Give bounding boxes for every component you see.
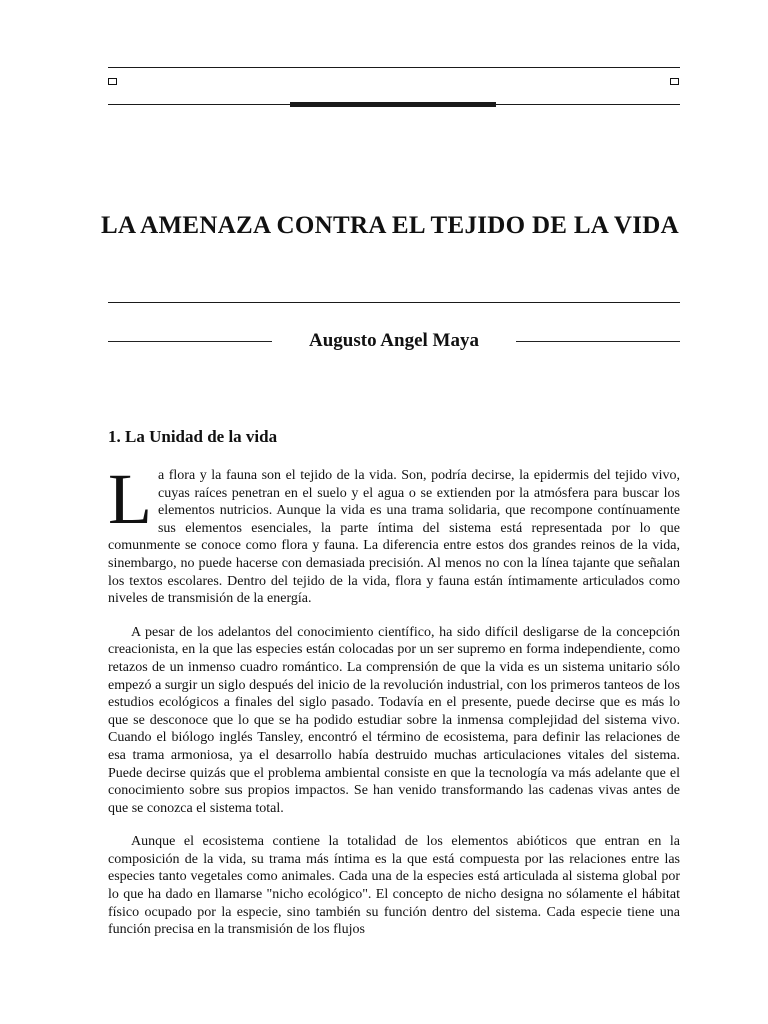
paragraph-2: A pesar de los adelantos del conocimiento científico, ha sido difícil desligarse de la concepción creacionista, en la que las especies están colocadas por un ser supremo en forma independiente, como retazos de un inmenso cuadro romántico. La comprensión de que la vida es un sistema unitario sólo empezó a surgir un siglo después del inicio de la revolución industrial, con los primeros tanteos de los estudios ecológicos a finales del siglo pasado. Todavía en el presente, puede decirse que es más lo que se desconoce que lo que se ha podido estudiar sobre la inmensa complejidad del sistema vivo. Cuando el biólogo inglés Tansley, encontró el término de ecosistema, para definir las relaciones de esa trama armoniosa, ya el desarrollo había destruido muchas articulaciones vitales del sistema. Puede decirse quizás que el problema ambiental consiste en que la tecnología va más adelante que el conocimiento sobre sus propios impactos. Se han venido transformando las cadenas vivas antes de que se conozca el sistema total. xyxy=(108,624,680,816)
author-left-line xyxy=(108,341,272,342)
title-divider xyxy=(108,302,680,303)
header-thick-bar xyxy=(290,102,496,107)
section-heading: 1. La Unidad de la vida xyxy=(108,427,278,446)
article-body xyxy=(108,459,680,955)
author-row xyxy=(108,326,680,356)
paragraph-1 xyxy=(108,459,680,608)
hollow-square-icon xyxy=(670,78,679,85)
article-title: LA AMENAZA CONTRA EL TEJIDO DE LA VIDA xyxy=(101,212,679,239)
paragraph-1-text: a flora y la fauna son el tejido de la vida. Son, podría decirse, la epidermis del tejido vivo, cuyas raíces penetran en el suelo y el agua o se extienden por la atmósfera para buscar los elementos nutricios. Aunque la vida es una trama solidaria, que recompone contínuamente sus elementos esenciales, la parte íntima del sistema está representada por lo que comunmente se conoce como flora y fauna. La diferencia entre estos dos grandes reinos de la vida, sinembargo, no puede hacerse con demasiada precisión. Al menos no con la línea tajante que señalan los textos escolares. Dentro del tejido de la vida, flora y fauna están íntimamente articulados como niveles de transmisión de la energía. xyxy=(108,468,680,607)
author-right-line xyxy=(516,341,680,342)
paragraph-3: Aunque el ecosistema contiene la totalidad de los elementos abióticos que entran en la composición de la vida, su trama más íntima es la que está compuesta por las relaciones entre las especies tanto vegetales como animales. Cada una de la especies está articulada al sistema global por lo que ha dado en llamarse "nicho ecológico". El concepto de nicho designa no sólamente el hábitat físico ocupado por la especie, sino también su función dentro del sistema. Cada especie tiene una función precisa en la transmisión de los flujos xyxy=(108,834,680,938)
author-name: Augusto Angel Maya xyxy=(309,330,479,351)
hollow-square-icon xyxy=(108,78,117,85)
drop-cap: L xyxy=(108,459,152,539)
header-top-rule xyxy=(108,67,680,68)
